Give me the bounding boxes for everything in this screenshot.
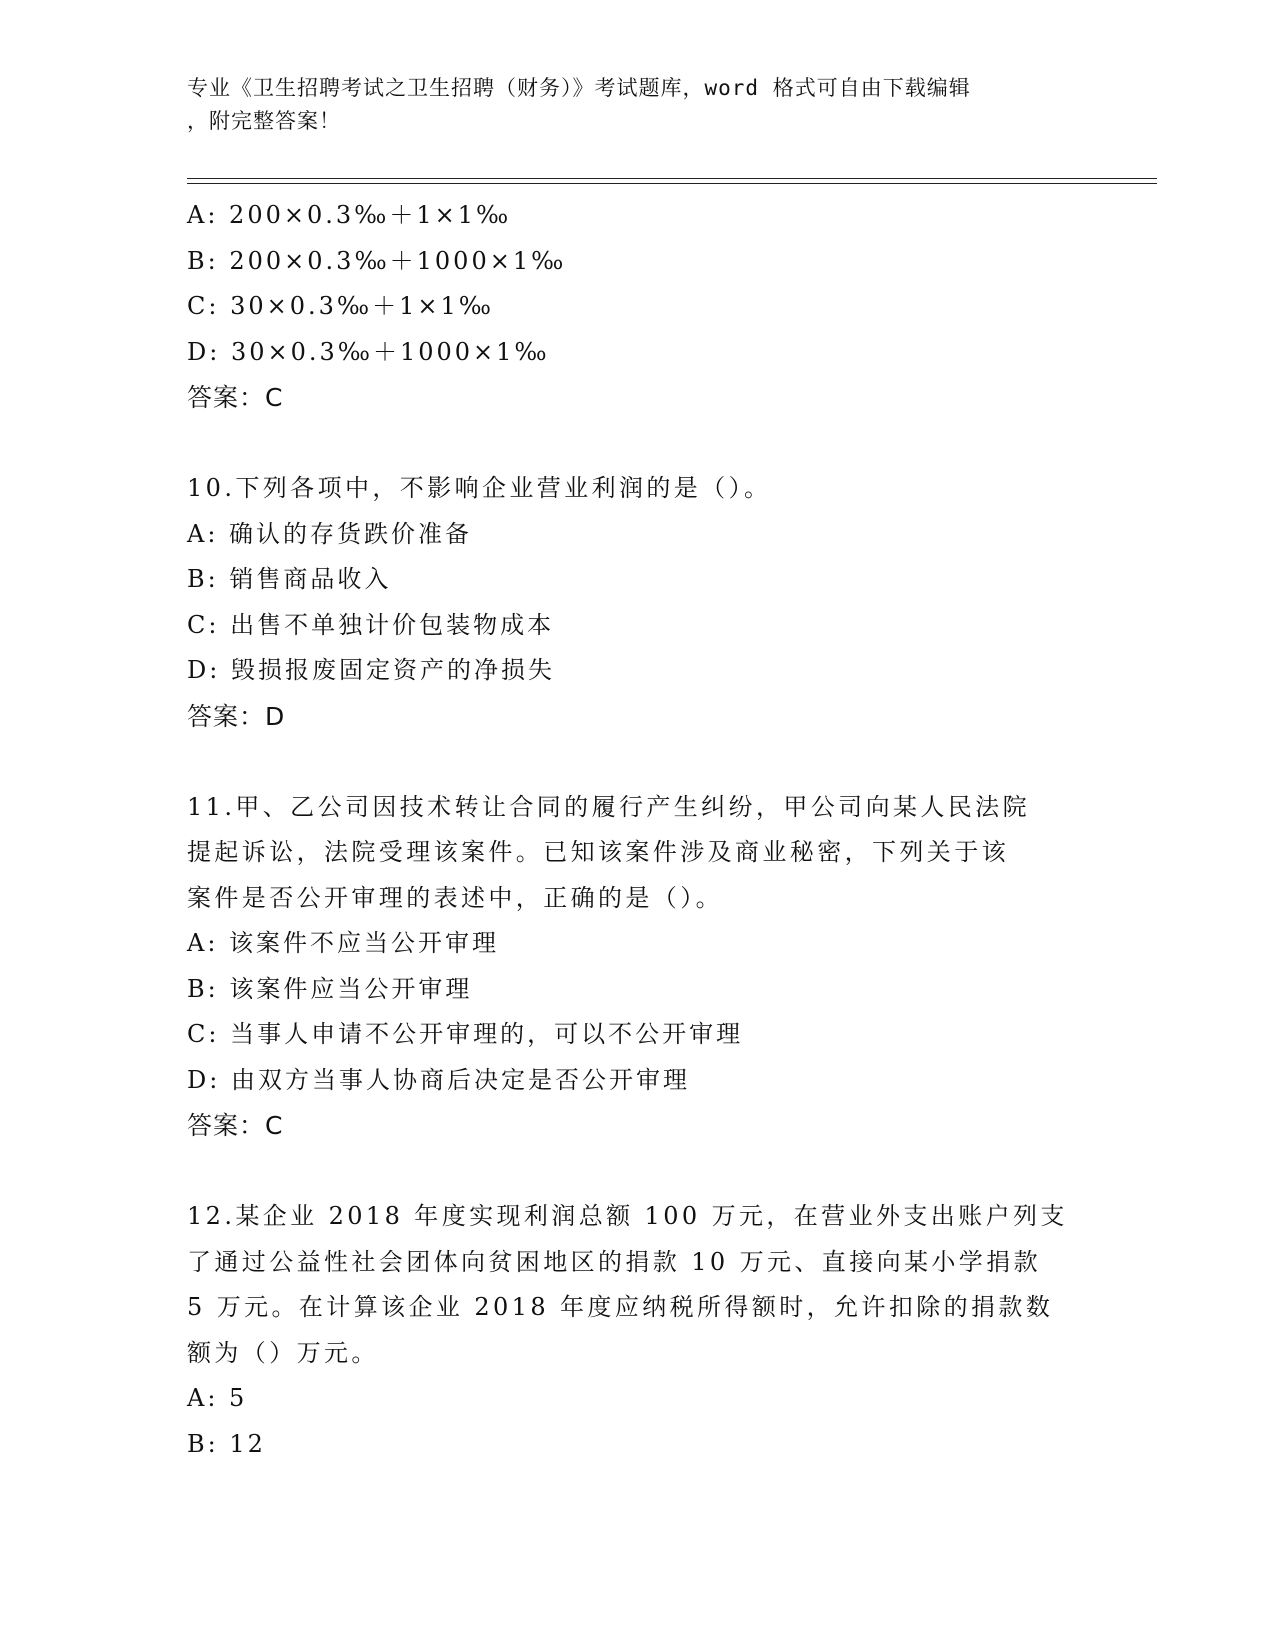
answer: 答案：C — [187, 1111, 284, 1140]
header-line-1: 专业《卫生招聘考试之卫生招聘（财务）》考试题库，word 格式可自由下载编辑 — [187, 76, 971, 100]
question-11 — [187, 785, 1087, 1149]
header-line-2: ，附完整答案！ — [187, 109, 341, 133]
page-header — [187, 72, 1087, 138]
answer: 答案：C — [187, 383, 284, 412]
question-12 — [187, 1194, 1087, 1467]
question-stem-line: 11.甲、乙公司因技术转让合同的履行产生纠纷，甲公司向某人民法院 — [187, 792, 1030, 821]
option-a: A: 确认的存货跌价准备 — [187, 519, 473, 548]
option-b: B: 200×0.3‰＋1000×1‰ — [187, 246, 567, 275]
option-c: C: 30×0.3‰＋1×1‰ — [187, 292, 494, 320]
option-b: B: 12 — [187, 1429, 266, 1458]
option-d: D: 30×0.3‰＋1000×1‰ — [187, 337, 550, 366]
question-9 — [187, 193, 1087, 421]
spacer — [187, 739, 1087, 785]
option-b: B: 该案件应当公开审理 — [187, 974, 473, 1003]
option-c: C: 当事人申请不公开审理的，可以不公开审理 — [187, 1020, 744, 1048]
spacer — [187, 421, 1087, 467]
option-a: A: 200×0.3‰＋1×1‰ — [187, 201, 512, 229]
header-divider-bottom — [187, 183, 1157, 184]
question-10 — [187, 466, 1087, 739]
question-list — [187, 193, 1087, 1467]
option-a: A: 该案件不应当公开审理 — [187, 929, 500, 957]
question-stem-line: 额为（）万元。 — [187, 1338, 379, 1367]
header-divider-top — [187, 178, 1157, 179]
question-stem-line: 案件是否公开审理的表述中，正确的是（）。 — [187, 883, 723, 912]
question-stem-line: 5 万元。在计算该企业 2018 年度应纳税所得额时，允许扣除的捐款数 — [187, 1293, 1054, 1321]
option-c: C: 出售不单独计价包装物成本 — [187, 610, 555, 639]
option-d: D: 毁损报废固定资产的净损失 — [187, 656, 555, 684]
question-stem-line: 12.某企业 2018 年度实现利润总额 100 万元，在营业外支出账户列支 — [187, 1202, 1068, 1230]
question-stem-line: 了通过公益性社会团体向贫困地区的捐款 10 万元、直接向某小学捐款 — [187, 1247, 1041, 1276]
question-stem-line: 提起诉讼，法院受理该案件。已知该案件涉及商业秘密，下列关于该 — [187, 838, 1009, 866]
answer: 答案：D — [187, 701, 286, 731]
option-a: A: 5 — [187, 1384, 248, 1412]
question-stem: 10.下列各项中，不影响企业营业利润的是（）。 — [187, 474, 772, 502]
option-b: B: 销售商品收入 — [187, 565, 392, 593]
spacer — [187, 1149, 1087, 1195]
option-d: D: 由双方当事人协商后决定是否公开审理 — [187, 1065, 690, 1094]
